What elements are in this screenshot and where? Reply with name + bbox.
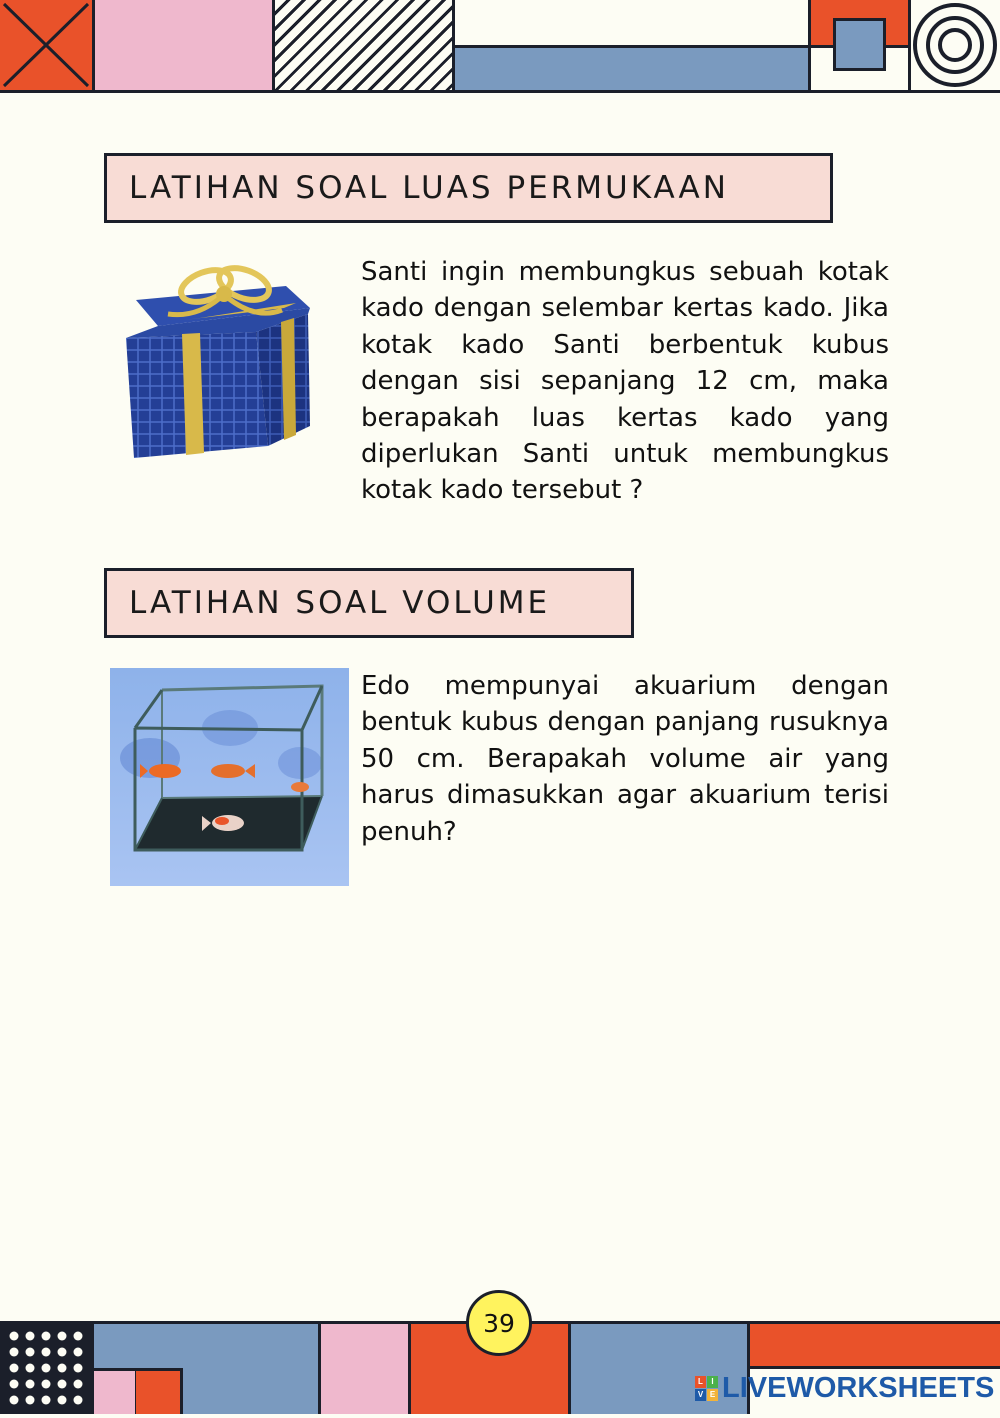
aquarium-icon: [110, 668, 349, 886]
volume-heading: [104, 568, 634, 638]
page-number: [466, 1290, 532, 1356]
brand-name: LIVEWORKSHEETS: [722, 1372, 995, 1404]
volume-heading-text: LATIHAN SOAL VOLUME: [129, 585, 551, 621]
blue-tile: [455, 48, 808, 90]
pink-block: [321, 1324, 408, 1414]
cross-icon: [0, 0, 92, 90]
surface-area-heading: [104, 153, 833, 223]
white-tile: [455, 0, 808, 45]
dot-grid-icon: [0, 1324, 91, 1414]
concentric-circles-icon: [911, 0, 1000, 90]
pink-small-square: [94, 1368, 138, 1414]
surface-area-heading-text: LATIHAN SOAL LUAS PERMUKAAN: [129, 170, 729, 206]
blue-square-tile: [833, 18, 886, 71]
circles-tile: [911, 0, 1000, 90]
surface-area-question: Santi ingin membungkus sebuah kotak kado dengan selembar kertas kado. Jika kotak kado Santi berbentuk kubus dengan sisi sepanjang 12 cm, maka berapakah luas kertas kado yang diperlukan Santi untuk membungkus kotak kado tersebut ?: [361, 257, 889, 506]
volume-question: Edo mempunyai akuarium dengan bentuk kubus dengan panjang rusuknya 50 cm. Berapakah volume air yang harus dimasukkan agar akuarium terisi penuh?: [361, 671, 889, 847]
liveworksheets-logo-icon: L I V E: [695, 1376, 718, 1401]
page-number-text: 39: [483, 1308, 515, 1338]
pink-tile: [95, 0, 272, 90]
dot-grid-tile: [0, 1324, 91, 1414]
liveworksheets-brand[interactable]: [695, 1372, 994, 1405]
aquarium-image: [110, 668, 349, 886]
gift-box-image: [96, 248, 336, 466]
orange-x-tile: [0, 0, 92, 90]
gift-box-icon: [96, 248, 336, 466]
striped-tile: [275, 0, 452, 90]
orange-top-right-block: [750, 1324, 1000, 1366]
orange-small-square: [136, 1368, 183, 1414]
